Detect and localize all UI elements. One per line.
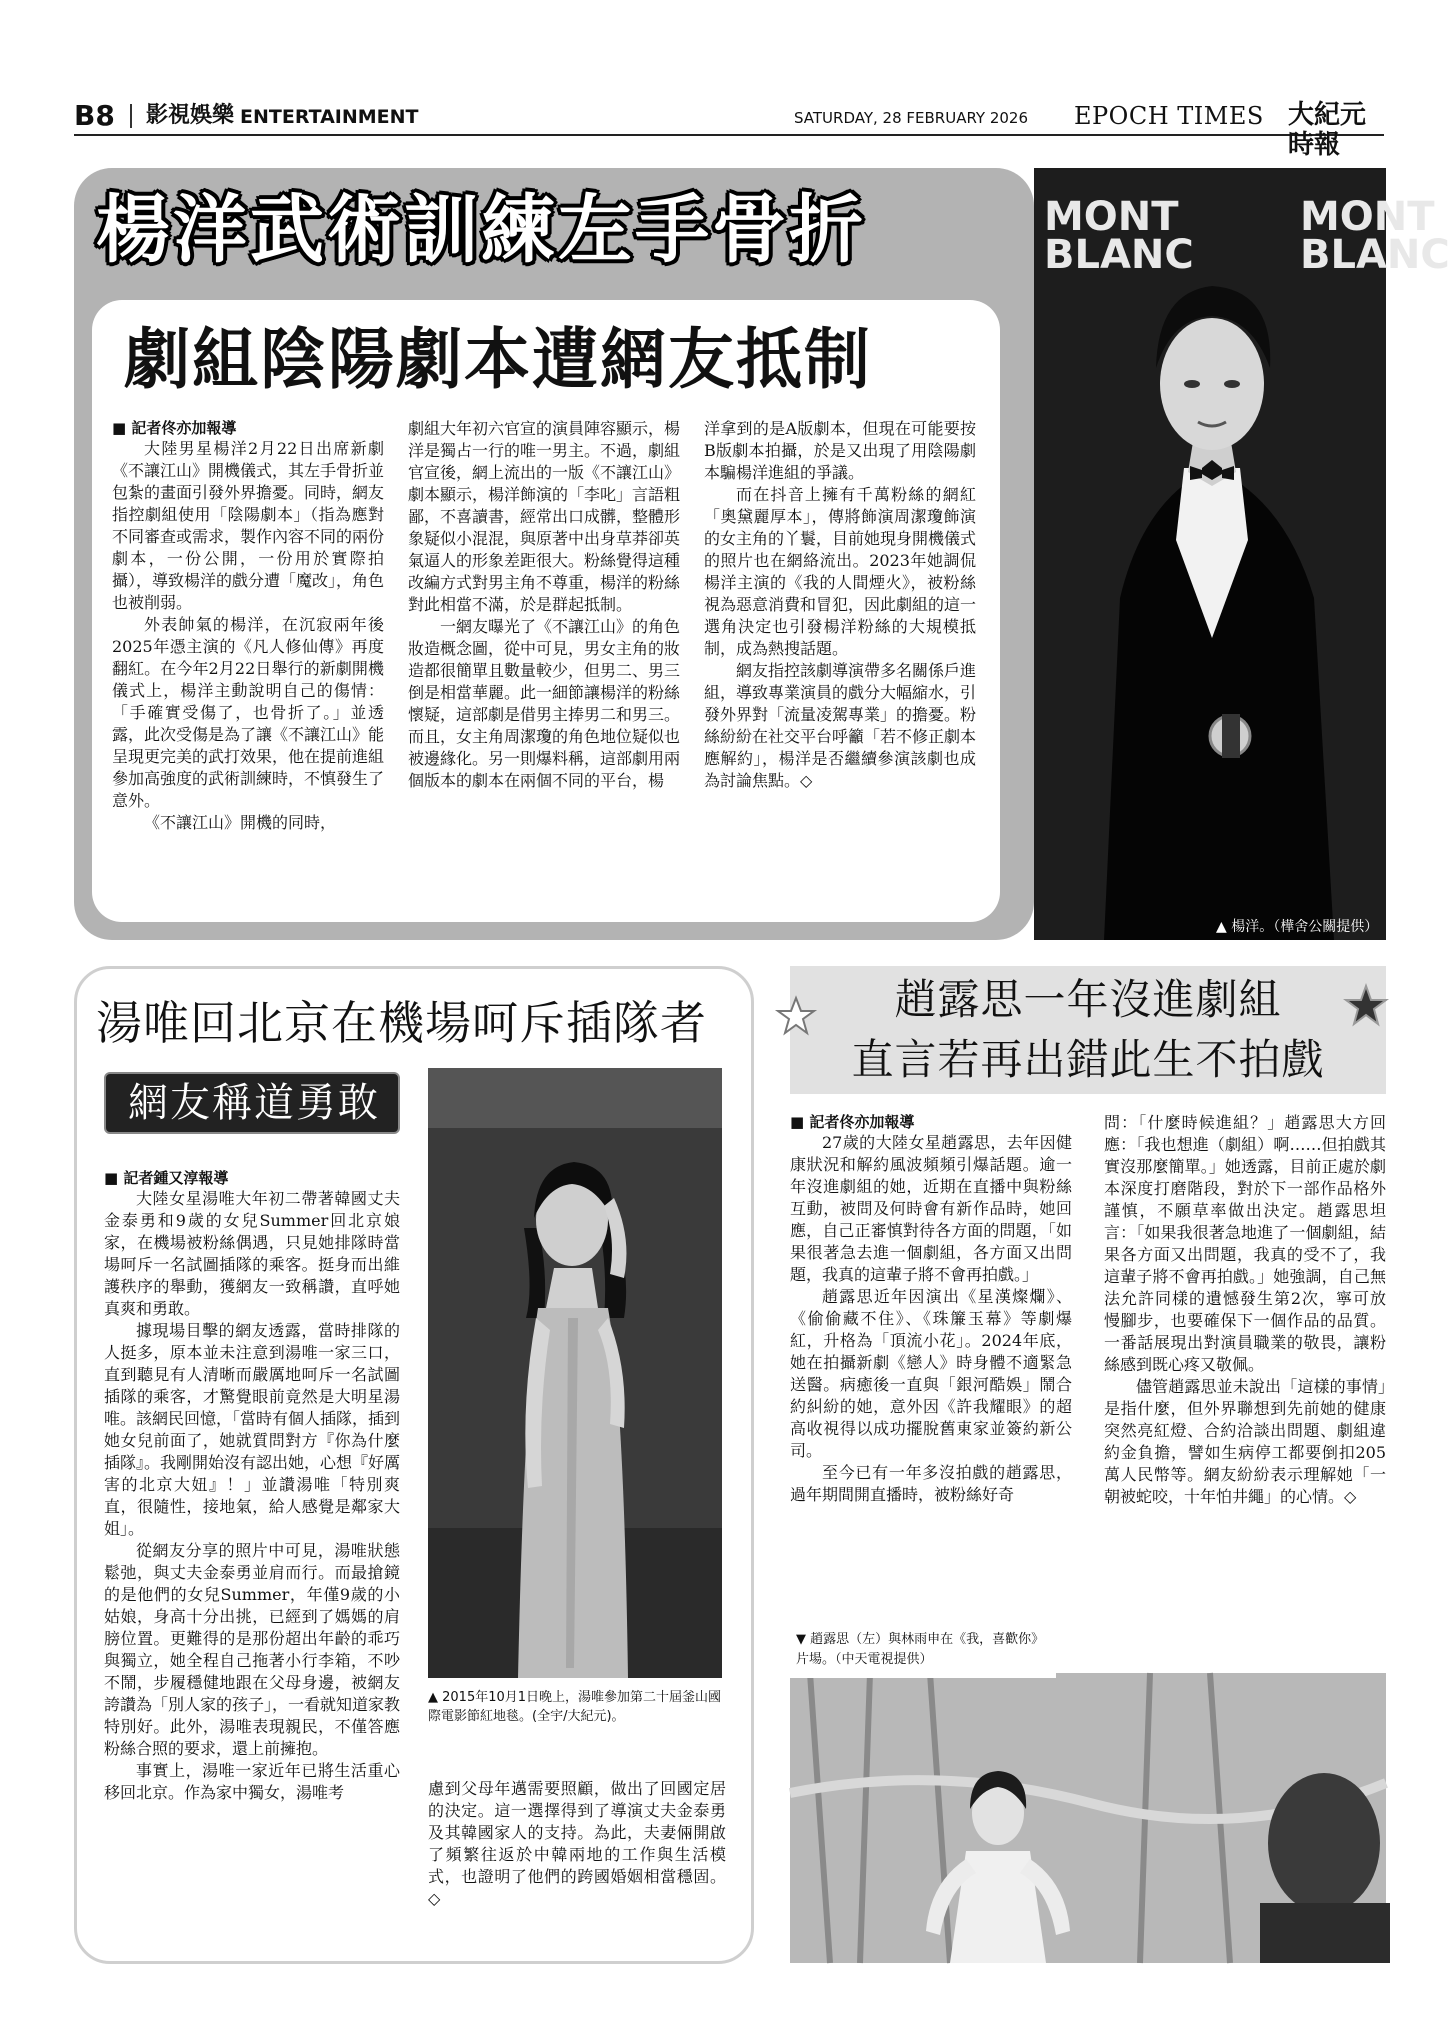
masthead-chinese: 大紀元時報 bbox=[1288, 100, 1367, 160]
paragraph: 而在抖音上擁有千萬粉絲的網紅「奧黛麗厚本」，傳將飾演周潔瓊飾演的女主角的丫鬟，目前她現身開機儀式的照片也在網絡流出。2023年她調侃楊洋主演的《我的人間煙火》，被粉絲視為惡意消費和冒犯，因此劇組的這一選角決定也引發楊洋粉絲的大規模抵制，成為熱搜話題。 bbox=[704, 485, 977, 658]
tang-wei-photo-caption: ▲ 2015年10月1日晚上，湯唯參加第二十屆釜山國際電影節紅地毯。(全宇/大紀元)。 bbox=[428, 1690, 722, 1724]
backdrop-logo-text: BLANC bbox=[1044, 232, 1194, 278]
zhao-lusi-photo-illustration bbox=[790, 1673, 1386, 1963]
paragraph: 大陸男星楊洋2月22日出席新劇《不讓江山》開機儀式，其左手骨折並包紮的畫面引發外界擔憂。同時，網友指控劇組使用「陰陽劇本」（指為應對不同審查或需求，製作內容不同的兩份劇本，一份公開，一份用於實際拍攝），導致楊洋的戲分遭「魔改」，角色也被削弱。 bbox=[112, 439, 385, 612]
zhao-lusi-photo-caption: ▼ 趙露思（左）與林雨申在《我，喜歡你》片場。（中天電視提供） bbox=[790, 1626, 1056, 1678]
article-zhao-lusi-column-1 bbox=[790, 1112, 1072, 1616]
article-yang-yang-subheadline: 劇組陰陽劇本遭網友抵制 bbox=[124, 321, 872, 398]
paragraph: 《不讓江山》開機的同時， bbox=[144, 813, 337, 832]
backdrop-logo-text: MONT bbox=[1044, 194, 1179, 240]
article-yang-yang-column-3 bbox=[704, 418, 976, 918]
paragraph: 一網友曝光了《不讓江山》的角色妝造概念圖，從中可見，男女主角的妝造都很簡單且數量較少，但男二、男三倒是相當華麗。此一細節讓楊洋的粉絲懷疑，這部劇是借男主捧男二和男三。而且，女主角周潔瓊的角色地位疑似也被邊緣化。另一則爆料稱，這部劇用兩個版本的劇本在兩個不同的平台，楊 bbox=[408, 617, 681, 790]
article-zhao-lusi-headline bbox=[790, 970, 1386, 1090]
paragraph: 慮到父母年邁需要照顧，做出了回國定居的決定。這一選擇得到了導演丈夫金泰勇及其韓國家人的支持。為此，夫妻倆開啟了頻繁往返於中韓兩地的工作與生活模式，也證明了他們的跨國婚姻相當穩固。◇ bbox=[428, 1779, 726, 1908]
yang-yang-photo-caption: ▲ 楊洋。（樺舍公關提供） bbox=[1216, 919, 1379, 935]
paragraph: 事實上，湯唯一家近年已將生活重心移回北京。作為家中獨女，湯唯考 bbox=[104, 1761, 400, 1802]
backdrop-logo-text: MONT bbox=[1300, 194, 1435, 240]
article-yang-yang-column-2 bbox=[408, 418, 680, 918]
yang-yang-photo bbox=[1034, 168, 1450, 940]
article-zhao-lusi-byline: ■ 記者佟亦加報導 bbox=[790, 1112, 1072, 1132]
paragraph: 儘管趙露思並未說出「這樣的事情」是指什麼，但外界聯想到先前她的健康突然亮紅燈、合約洽談出問題、劇組違約金負擔，譬如生病停工都要倒扣205萬人民幣等。網友紛紛表示理解她「一朝被蛇咬，十年怕井繩」的心情。◇ bbox=[1104, 1377, 1386, 1506]
article-zhao-lusi-column-2 bbox=[1104, 1112, 1386, 1616]
header-divider bbox=[130, 104, 132, 128]
paragraph: 洋拿到的是A版劇本，但現在可能要按B版劇本拍攝，於是又出現了用陰陽劇本騙楊洋進組的爭議。 bbox=[704, 419, 976, 482]
paragraph: 至今已有一年多沒拍戲的趙露思，過年期間開直播時，被粉絲好奇 bbox=[790, 1463, 1072, 1504]
paragraph: 問：「什麼時候進組？」趙露思大方回應：「我也想進（劇組）啊……但拍戲其實沒那麼簡單。」她透露，目前正處於劇本深度打磨階段，對於下一部作品格外謹慎，不願草率做出決定。趙露思坦言：「如果我很著急地進了一個劇組，結果各方面又出問題，我真的受不了，我這輩子將不會再拍戲。」她強調，自己無法允許同樣的遺憾發生第2次，寧可放慢腳步，也要確保下一個作品的品質。一番話展現出對演員職業的敬畏，讓粉絲感到既心疼又敬佩。 bbox=[1104, 1113, 1386, 1374]
yang-yang-photo-illustration bbox=[1034, 168, 1450, 940]
headline-line-2: 直言若再出錯此生不拍戲 bbox=[851, 1035, 1325, 1084]
article-tang-wei-byline: ■ 記者鍾又淳報導 bbox=[104, 1168, 400, 1188]
paragraph: 趙露思近年因演出《星漢燦爛》、《偷偷藏不住》、《珠簾玉幕》等劇爆紅，升格為「頂流小花」。2024年底，她在拍攝新劇《戀人》時身體不適緊急送醫。病癒後一直與「銀河酷娛」鬧合約糾紛的她，意外因《許我耀眼》的超高收視得以成功擺脫舊東家並簽約新公司。 bbox=[790, 1287, 1072, 1460]
page-header bbox=[74, 99, 1384, 160]
paragraph: 大陸女星湯唯大年初二帶著韓國丈夫金泰勇和9歲的女兒Summer回北京娘家，在機場被粉絲偶遇，只見她排隊時當場呵斥一名試圖插隊的乘客。挺身而出維護秩序的舉動，獲網友一致稱讚，直呼她真爽和勇敢。 bbox=[104, 1189, 400, 1318]
article-yang-yang-headline: 楊洋武術訓練左手骨折 bbox=[96, 187, 866, 273]
tang-wei-photo bbox=[428, 1068, 722, 1678]
article-tang-wei-headline: 湯唯回北京在機場呵斥插隊者 bbox=[96, 996, 707, 1050]
paragraph: 從網友分享的照片中可見，湯唯狀態鬆弛，與丈夫金泰勇並肩而行。而最搶鏡的是他們的女兒Summer，年僅9歲的小姑娘，身高十分出挑，已經到了媽媽的肩膀位置。更難得的是那份超出年齡的乖巧與獨立，她全程自己拖著小行李箱，不吵不鬧，步履穩健地跟在父母身邊，被網友誇讚為「別人家的孩子」，一看就知道家教特別好。此外，湯唯表現親民，不僅答應粉絲合照的要求，還上前擁抱。 bbox=[104, 1541, 401, 1758]
page-number: B8 bbox=[74, 99, 115, 132]
section-name-english: ENTERTAINMENT bbox=[240, 106, 419, 128]
tang-wei-photo-illustration bbox=[428, 1068, 722, 1678]
backdrop-logo-text: BLANC bbox=[1300, 232, 1450, 278]
issue-date: SATURDAY, 28 FEBRUARY 2026 bbox=[794, 109, 1029, 127]
paragraph: 網友指控該劇導演帶多名關係戶進組，導致專業演員的戲分大幅縮水，引發外界對「流量凌駕專業」的擔憂。粉絲紛紛在社交平台呼籲「若不修正劇本應解約」，楊洋是否繼續參演該劇也成為討論焦點。◇ bbox=[704, 661, 977, 790]
article-tang-wei-column-1 bbox=[104, 1168, 400, 1938]
headline-line-1: 趙露思一年沒進劇組 bbox=[894, 975, 1282, 1024]
article-yang-yang-byline: ■ 記者佟亦加報導 bbox=[112, 418, 384, 438]
zhao-lusi-photo bbox=[790, 1673, 1386, 1963]
paragraph: 據現場目擊的網友透露，當時排隊的人挺多，原本並未注意到湯唯一家三口，直到聽見有人清晰而嚴厲地呵斥一名試圖插隊的乘客，才驚覺眼前竟然是大明星湯唯。該網民回憶，「當時有個人插隊，插到她女兒前面了，她就質問對方『你為什麼插隊』。我剛開始沒有認出她，心想『好厲害的北京大妞』！」並讚湯唯「特別爽直，很隨性，接地氣，給人感覺是鄰家大姐」。 bbox=[104, 1321, 401, 1538]
paragraph: 外表帥氣的楊洋，在沉寂兩年後2025年憑主演的《凡人修仙傳》再度翻紅。在今年2月22日舉行的新劇開機儀式上，楊洋主動說明自己的傷情：「手確實受傷了，也骨折了。」並透露，此次受傷是為了讓《不讓江山》能呈現更完美的武打效果，他在提前進組參加高強度的武術訓練時，不慎發生了意外。 bbox=[112, 615, 385, 810]
article-tang-wei-column-2 bbox=[428, 1778, 726, 1940]
paragraph: 劇組大年初六官宣的演員陣容顯示，楊洋是獨占一行的唯一男主。不過，劇組官宣後，網上流出的一版《不讓江山》劇本顯示，楊洋飾演的「李叱」言語粗鄙，不喜讀書，經常出口成髒，整體形象疑似小混混，與原著中出身草莽卻英氣逼人的形象差距很大。粉絲覺得這種改編方式對男主角不尊重，楊洋的粉絲對此相當不滿，於是群起抵制。 bbox=[408, 419, 681, 614]
masthead-english: EPOCH TIMES bbox=[1074, 102, 1264, 130]
section-name-chinese: 影視娛樂 bbox=[146, 103, 235, 128]
article-tang-wei-tag: 網友稱道勇敢 bbox=[128, 1080, 380, 1126]
paragraph: 27歲的大陸女星趙露思，去年因健康狀況和解約風波頻頻引爆話題。逾一年沒進劇組的她，近期在直播中與粉絲互動，被問及何時會有新作品時，她回應，自己正審慎對待各方面的問題，「如果很著急去進一個劇組，各方面又出問題，我真的這輩子將不會再拍戲。」 bbox=[790, 1133, 1072, 1284]
article-yang-yang-column-1 bbox=[112, 418, 384, 918]
